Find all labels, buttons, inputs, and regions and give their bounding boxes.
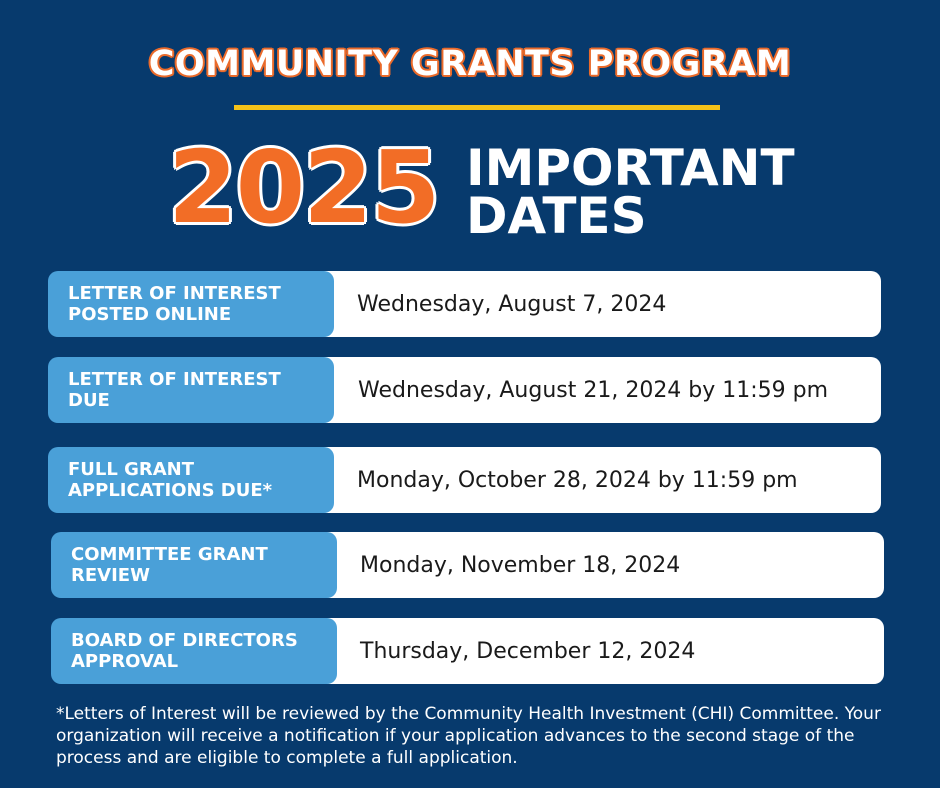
- heading-line-1: IMPORTANT: [466, 139, 795, 197]
- timeline-row: [48, 447, 881, 513]
- year-number: 2025: [168, 129, 439, 246]
- event-label: COMMITTEE GRANT REVIEW: [71, 544, 268, 586]
- timeline-row: [51, 532, 884, 598]
- event-label: LETTER OF INTEREST DUE: [68, 369, 281, 411]
- event-date: Monday, November 18, 2024: [360, 552, 681, 578]
- event-label: BOARD OF DIRECTORS APPROVAL: [71, 630, 298, 672]
- important-dates-heading: [466, 139, 795, 245]
- timeline-row: [48, 357, 881, 423]
- event-date: Wednesday, August 21, 2024 by 11:59 pm: [358, 377, 829, 403]
- heading-line-2: DATES: [466, 187, 647, 245]
- event-date: Monday, October 28, 2024 by 11:59 pm: [357, 467, 798, 493]
- event-date: Thursday, December 12, 2024: [360, 638, 696, 664]
- event-label-box: [48, 271, 334, 337]
- timeline-row: [51, 618, 884, 684]
- footnote: *Letters of Interest will be reviewed by the Community Health Investment (CHI) Committee. Your organization will receive a notification if your application advances to the second stage of the process and are eligible to complete a full application.: [56, 704, 881, 768]
- event-label: FULL GRANT APPLICATIONS DUE*: [68, 459, 273, 501]
- event-label-box: [48, 357, 334, 423]
- event-label: LETTER OF INTEREST POSTED ONLINE: [68, 283, 281, 325]
- title-underline: [234, 105, 720, 110]
- event-label-box: [51, 532, 337, 598]
- event-date: Wednesday, August 7, 2024: [357, 291, 667, 317]
- event-label-box: [51, 618, 337, 684]
- event-label-box: [48, 447, 334, 513]
- timeline-row: [48, 271, 881, 337]
- program-title: COMMUNITY GRANTS PROGRAM: [148, 44, 792, 84]
